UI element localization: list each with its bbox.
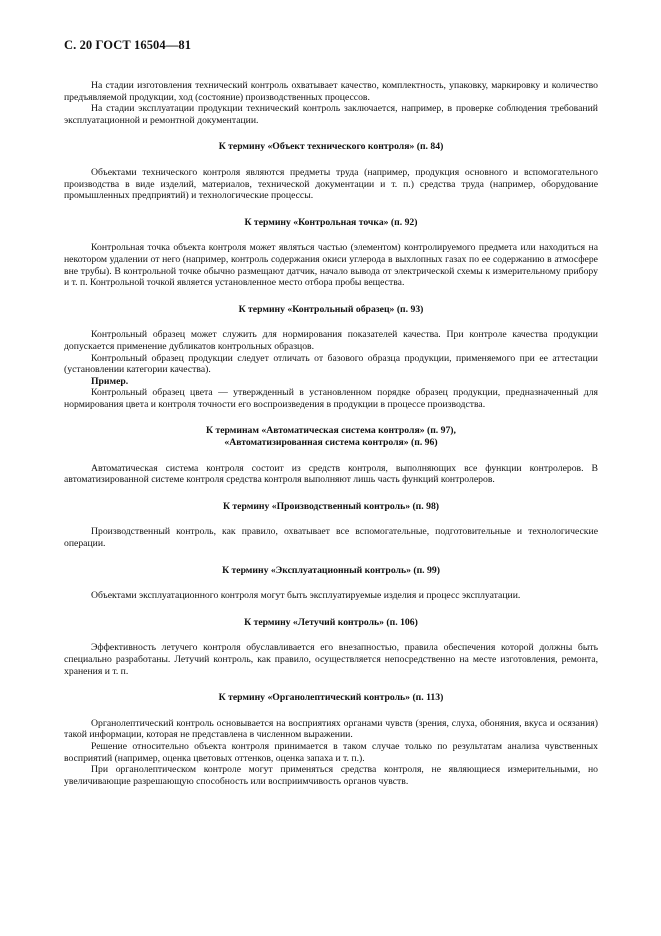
section-heading	[64, 141, 598, 153]
paragraph: Контрольная точка объекта контроля может являться частью (элементом) контролируемого предмета или находиться на некотором удалении от него (например, контроль содержания окиси углерода в выхлопных газах по ее содержанию в атмосфере вне трубы). В контрольной точке обычно размещают датчик, начало вывода от электрической схемы к измерительному прибору и т. п. Контрольной точкой является установленное место отбора пробы вещества.	[64, 242, 598, 289]
section-heading	[64, 501, 598, 513]
heading-line: К термину «Контрольный образец» (п. 93)	[238, 303, 424, 315]
section-heading	[64, 617, 598, 629]
section-automatic-system	[64, 425, 598, 485]
paragraph: Контрольный образец цвета — утвержденный в установленном порядке образец продукции, предназначенный для нормирования цвета и контроля точности его воспроизведения в продукции в процессе производства.	[64, 387, 598, 410]
paragraph: Эффективность летучего контроля обуславливается его внезапностью, правила обеспечения которой должны быть специально разработаны. Летучий контроль, как правило, осуществляется непосредственно на месте изготовления, ремонта, хранения и т. п.	[64, 642, 598, 677]
heading-line: К терминам «Автоматическая система контроля» (п. 97),	[206, 425, 456, 437]
section-heading	[64, 425, 598, 448]
paragraph: Объектами технического контроля являются предметы труда (например, продукция основного и вспомогательного производства в виде изделий, материалов, технической документации и т. п.) средства труда (например, оборудование промышленных предприятий) и технологические процессы.	[64, 166, 598, 202]
section-heading	[64, 692, 598, 704]
example-label: Пример.	[91, 375, 129, 387]
paragraph: Контрольный образец может служить для нормирования показателей качества. При контроле качества продукции допускается применение дубликатов контрольных образцов.	[64, 329, 598, 352]
paragraph: При органолептическом контроле могут применяться средства контроля, не являющиеся измерительными, но увеличивающие разрешающую способность или восприимчивость органов чувств.	[64, 764, 598, 787]
heading-line: К термину «Летучий контроль» (п. 106)	[244, 616, 418, 628]
paragraph: Контрольный образец продукции следует отличать от базового образца продукции, применяемого при ее аттестации (установлении категории качества).	[64, 352, 598, 376]
section-heading	[64, 304, 598, 316]
intro-block	[64, 80, 598, 126]
heading-line: К термину «Эксплуатационный контроль» (п. 99)	[222, 564, 440, 576]
paragraph: Объектами эксплуатационного контроля могут быть эксплуатируемые изделия и процесс эксплуатации.	[91, 590, 521, 602]
section-organoleptic-control	[64, 692, 598, 787]
section-control-point	[64, 217, 598, 289]
paragraph: Решение относительно объекта контроля принимается в таком случае только по результатам анализа чувственных восприятий (например, оценка цветовых оттенков, оценка запаха и т. п.).	[64, 740, 598, 764]
page-header: С. 20 ГОСТ 16504—81	[64, 38, 192, 52]
paragraph: Автоматическая система контроля состоит из средств контроля, выполняющих все функции контролеров. В автоматизированной системе контроля средства контроля выполняют лишь часть функций контролеров.	[64, 462, 598, 486]
section-heading	[64, 565, 598, 577]
heading-line: К термину «Объект технического контроля» (п. 84)	[218, 141, 444, 153]
paragraph: Производственный контроль, как правило, охватывает все вспомогательные, подготовительные и технологические операции.	[64, 526, 598, 550]
section-production-control	[64, 501, 598, 550]
heading-line: К термину «Органолептический контроль» (п. 113)	[218, 692, 444, 704]
heading-line: К термину «Контрольная точка» (п. 92)	[244, 216, 418, 228]
section-control-object	[64, 141, 598, 201]
section-operational-control	[64, 565, 598, 602]
paragraph: На стадии эксплуатации продукции технический контроль заключается, например, в проверке соблюдения требований эксплуатационной и ремонтной документации.	[64, 103, 598, 126]
section-control-sample	[64, 304, 598, 411]
heading-line: «Автоматизированная система контроля» (п. 96)	[224, 437, 438, 449]
section-flying-control	[64, 617, 598, 677]
paragraph: Органолептический контроль основывается на восприятиях органами чувств (зрения, слуха, обоняния, вкуса и осязания) такой информации, которая не представлена в численном выражении.	[64, 717, 598, 741]
heading-line: К термину «Производственный контроль» (п. 98)	[222, 500, 440, 512]
section-heading	[64, 217, 598, 229]
paragraph: На стадии изготовления технический контроль охватывает качество, комплектность, упаковку, маркировку и количество предъявляемой продукции, ход (состояние) производственных процессов.	[64, 80, 598, 103]
